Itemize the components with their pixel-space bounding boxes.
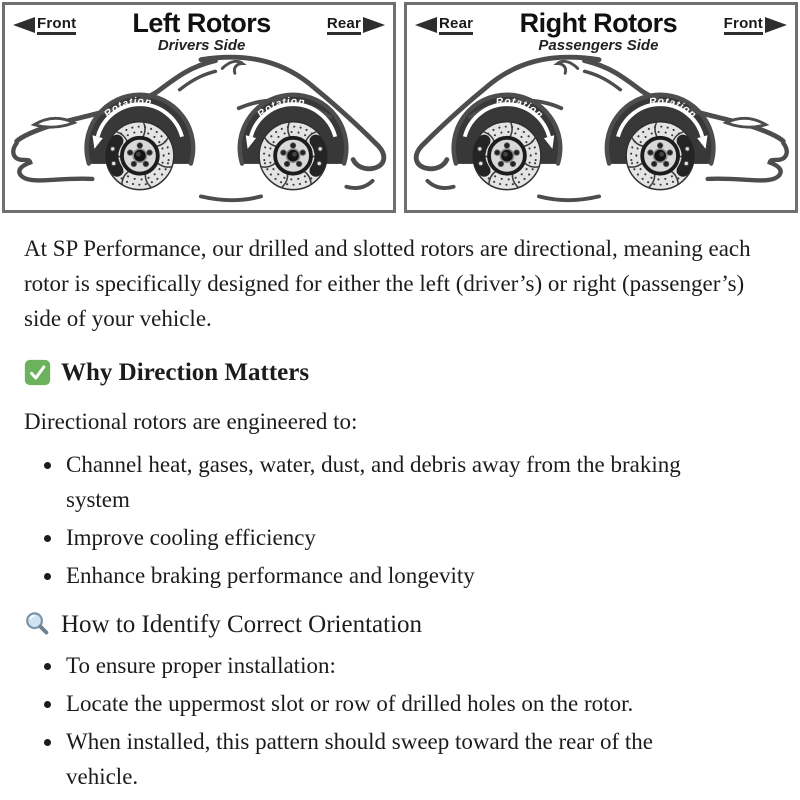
left-car-illustration bbox=[5, 50, 393, 210]
list-item: • Improve cooling efficiency bbox=[64, 520, 726, 555]
rear-direction-indicator bbox=[327, 15, 385, 35]
magnifier-icon bbox=[24, 611, 51, 638]
front-label: Front bbox=[37, 15, 76, 35]
front-direction-indicator bbox=[724, 15, 787, 35]
why-direction-heading bbox=[24, 357, 760, 388]
list-item: • When installed, this pattern should sweep toward the rear of the vehicle. bbox=[64, 724, 726, 794]
panel-subtitle: Passengers Side bbox=[538, 37, 659, 54]
section-title: Why Direction Matters bbox=[61, 359, 310, 386]
arrow-right-icon bbox=[363, 17, 385, 33]
arrow-right-icon bbox=[765, 17, 787, 33]
intro-paragraph: At SP Performance, our drilled and slotted rotors are directional, meaning each rotor is specifically designed for either the left (driver’s) or right (passenger’s) side of your vehicle. bbox=[24, 236, 751, 331]
list-item: • Channel heat, gases, water, dust, and debris away from the braking system bbox=[64, 447, 726, 517]
why-section-lead: Directional rotors are engineered to: bbox=[24, 409, 358, 434]
why-section-list bbox=[24, 447, 760, 593]
identify-section-list bbox=[24, 648, 760, 794]
rear-label: Rear bbox=[439, 15, 473, 35]
arrow-left-icon bbox=[415, 17, 437, 33]
rear-direction-indicator bbox=[415, 15, 473, 35]
panel-title: Left Rotors bbox=[132, 8, 271, 38]
rear-label: Rear bbox=[327, 15, 361, 35]
list-item: • Locate the uppermost slot or row of drilled holes on the rotor. bbox=[64, 686, 726, 721]
right-panel-titles bbox=[473, 10, 724, 54]
rotor-direction-figure bbox=[0, 0, 800, 213]
section-title: How to Identify Correct Orientation bbox=[61, 611, 423, 638]
right-rotors-panel bbox=[404, 2, 798, 213]
left-rotors-panel bbox=[2, 2, 396, 213]
left-panel-titles bbox=[76, 10, 327, 54]
panel-title: Right Rotors bbox=[519, 8, 678, 38]
left-panel-header bbox=[5, 5, 393, 54]
panel-subtitle: Drivers Side bbox=[157, 37, 246, 54]
right-car-illustration bbox=[407, 50, 795, 210]
list-item: • To ensure proper installation: bbox=[64, 648, 726, 683]
list-item: • Enhance braking performance and longevity bbox=[64, 558, 726, 593]
arrow-left-icon bbox=[13, 17, 35, 33]
right-panel-header bbox=[407, 5, 795, 54]
front-label: Front bbox=[724, 15, 763, 35]
check-mark-icon bbox=[24, 359, 51, 386]
front-direction-indicator bbox=[13, 15, 76, 35]
identify-heading bbox=[24, 609, 760, 640]
article-body bbox=[0, 231, 800, 794]
